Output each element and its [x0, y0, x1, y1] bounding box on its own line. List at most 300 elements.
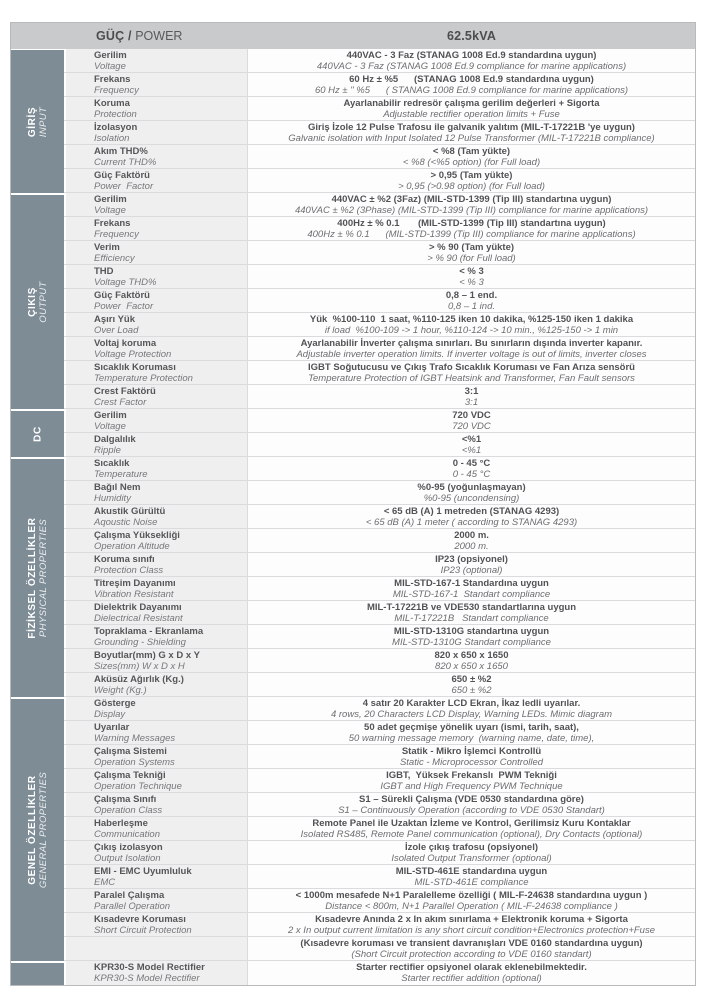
row-label-en: Voltage	[94, 421, 126, 432]
row-label	[64, 289, 248, 312]
row-value	[248, 529, 695, 552]
row-value-tr: Statik - Mikro İşlemci Kontrollü	[401, 746, 542, 757]
row-label	[64, 481, 248, 504]
row-label-tr: Boyutlar(mm) G x D x Y	[94, 650, 200, 661]
row-label-en: Sizes(mm) W x D x H	[94, 661, 185, 672]
row-label	[64, 529, 248, 552]
row-value-tr: İzole çıkış trafosu (opsiyonel)	[404, 842, 539, 853]
spec-row	[64, 529, 695, 553]
row-label-tr: Uyarılar	[94, 722, 130, 733]
row-value-en: MIL-T-17221B Standart compliance	[394, 613, 549, 624]
row-label	[64, 745, 248, 768]
row-value	[248, 913, 695, 936]
row-label	[64, 769, 248, 792]
row-value-tr: MIL-STD-1310G standartına uygun	[393, 626, 550, 637]
row-value	[248, 505, 695, 528]
spec-row	[64, 505, 695, 529]
row-label-en: Temperature Protection	[94, 373, 193, 384]
row-label-tr: Aşırı Yük	[94, 314, 136, 325]
section-input	[11, 49, 695, 193]
row-label-tr: Haberleşme	[94, 818, 148, 829]
row-label	[64, 817, 248, 840]
row-value-tr: Yük %100-110 1 saat, %110-125 iken 10 dakika, %125-150 iken 1 dakika	[309, 314, 634, 325]
spec-row	[64, 289, 695, 313]
row-label	[64, 265, 248, 288]
row-value-en: 400Hz ± % 0.1 (MIL-STD-1399 (Tip III) compliance for marine applications)	[307, 229, 636, 240]
spec-row	[64, 697, 695, 721]
spec-row	[64, 601, 695, 625]
row-label-en: KPR30-S Model Rectifier	[94, 973, 200, 984]
row-value-tr: 4 satır 20 Karakter LCD Ekran, İkaz ledli uyarılar.	[362, 698, 581, 709]
row-label-en: Parallel Operation	[94, 901, 171, 912]
spec-row	[64, 865, 695, 889]
row-value-en: Distance < 800m, N+1 Parallel Operation ( MIL-F-24638 compliance )	[325, 901, 618, 912]
row-label-en: Humidity	[94, 493, 131, 504]
row-value	[248, 841, 695, 864]
row-label	[64, 505, 248, 528]
row-label-tr: Güç Faktörü	[94, 290, 150, 301]
row-value	[248, 577, 695, 600]
section-label	[32, 426, 43, 442]
spec-row	[64, 721, 695, 745]
row-value-en: if load %100-109 -> 1 hour, %110-124 -> 10 min., %125-150 -> 1 min	[324, 325, 619, 336]
row-label	[64, 625, 248, 648]
row-value	[248, 265, 695, 288]
row-label-tr: Akım THD%	[94, 146, 148, 157]
row-value-en: 3:1	[464, 397, 479, 408]
row-value-tr: 50 adet geçmişe yönelik uyarı (ismi, tarih, saat),	[364, 722, 579, 733]
row-value-tr: 3:1	[464, 386, 479, 397]
row-label-en: Operation Altitude	[94, 541, 170, 552]
spec-row	[64, 913, 695, 937]
row-value-en: Isolated Output Transformer (optional)	[391, 853, 552, 864]
row-value-tr: Ayarlanabilir redresör çalışma gerilim değerleri + Sigorta	[343, 98, 600, 109]
row-label-en: Voltage THD%	[94, 277, 157, 288]
section-rows	[64, 961, 695, 985]
row-label	[64, 169, 248, 192]
row-value	[248, 769, 695, 792]
row-label	[64, 313, 248, 336]
row-label	[64, 337, 248, 360]
row-value-tr: Starter rectifier opsiyonel olarak eklenebilmektedir.	[356, 962, 587, 973]
row-label-tr: Gerilim	[94, 410, 127, 421]
row-value-en: 720 VDC	[452, 421, 491, 432]
row-label-en: Dielectrical Resistant	[94, 613, 183, 624]
row-label	[64, 601, 248, 624]
section-output	[11, 193, 695, 409]
row-value-en: <%1	[461, 445, 482, 456]
row-value	[248, 169, 695, 192]
row-label-en: Display	[94, 709, 126, 720]
row-value-en: IGBT and High Frequency PWM Technique	[380, 781, 563, 792]
row-value-tr: 650 ± %2	[451, 674, 492, 685]
section-sidebar	[11, 409, 64, 457]
row-label-en: Voltage	[94, 61, 126, 72]
row-value-en: IP23 (optional)	[440, 565, 503, 576]
section-physical	[11, 457, 695, 697]
spec-row	[64, 457, 695, 481]
row-label-tr: Koruma sınıfı	[94, 554, 155, 565]
row-label-tr: Aküsüz Ağırlık (Kg.)	[94, 674, 184, 685]
row-value-en: Temperature Protection of IGBT Heatsink and Transformer, Fan Fault sensors	[308, 373, 635, 384]
row-label-en: EMC	[94, 877, 116, 888]
row-label-en: Protection	[94, 109, 137, 120]
row-label-en: Ripple	[94, 445, 121, 456]
spec-row	[64, 73, 695, 97]
row-label-tr: Gösterge	[94, 698, 136, 709]
spec-row	[64, 673, 695, 697]
row-label	[64, 673, 248, 696]
row-label	[64, 73, 248, 96]
row-label	[64, 241, 248, 264]
row-label-tr: Gerilim	[94, 50, 127, 61]
row-value	[248, 193, 695, 216]
row-value-en: 2000 m.	[454, 541, 489, 552]
row-label	[64, 961, 248, 985]
row-value-en: Galvanic isolation with Input Isolated 12 Pulse Transformer (MIL-T-17221B compliance)	[288, 133, 655, 144]
row-value-en: > 0,95 (>0.98 option) (for Full load)	[398, 181, 545, 192]
row-label-tr: İzolasyon	[94, 122, 138, 133]
row-value	[248, 289, 695, 312]
row-value-tr: IP23 (opsiyonel)	[435, 554, 508, 565]
row-label-en: Aqoustic Noise	[94, 517, 158, 528]
row-value	[248, 673, 695, 696]
row-value-tr: IGBT Soğutucusu ve Çıkış Trafo Sıcaklık Koruması ve Fan Arıza sensörü	[308, 362, 635, 373]
row-value	[248, 601, 695, 624]
spec-row	[64, 313, 695, 337]
section-label-en: OUTPUT	[37, 281, 49, 323]
row-label	[64, 553, 248, 576]
row-label-en: Grounding - Shielding	[94, 637, 186, 648]
section-label-en: PHYSICAL PROPERTIES	[37, 518, 49, 638]
row-label-en: Warning Messages	[94, 733, 176, 744]
row-label-tr: Dielektrik Dayanımı	[94, 602, 182, 613]
spec-row	[64, 625, 695, 649]
row-value	[248, 217, 695, 240]
row-value	[248, 433, 695, 456]
spec-row	[64, 145, 695, 169]
row-label-tr: Frekans	[94, 218, 131, 229]
row-label-tr: KPR30-S Model Rectifier	[94, 962, 205, 973]
spec-row	[64, 193, 695, 217]
row-value-tr: MIL-T-17221B ve VDE530 standartlarına uygun	[366, 602, 577, 613]
spec-row	[64, 49, 695, 73]
row-value-en: > % 90 (for Full load)	[427, 253, 516, 264]
row-value-tr: 0 - 45 °C	[452, 458, 491, 469]
row-value-en: MIL-STD-1310G Standart compliance	[392, 637, 551, 648]
section-rectifier	[11, 961, 695, 985]
row-label-en: Isolation	[94, 133, 130, 144]
row-value	[248, 361, 695, 384]
spec-row	[64, 961, 695, 985]
row-label-tr: Çalışma Sınıfı	[94, 794, 157, 805]
spec-row	[64, 553, 695, 577]
row-value-en: 440VAC - 3 Faz (STANAG 1008 Ed.9 compliance for marine applications)	[316, 61, 627, 72]
spec-row	[64, 745, 695, 769]
row-label-tr: Gerilim	[94, 194, 127, 205]
row-value-en: MIL-STD-461E compliance	[414, 877, 529, 888]
spec-row	[64, 385, 695, 409]
section-sidebar	[11, 961, 64, 985]
section-label	[27, 106, 49, 137]
spec-row	[64, 169, 695, 193]
row-label-en: Weight (Kg.)	[94, 685, 147, 696]
spec-row	[64, 433, 695, 457]
row-value	[248, 721, 695, 744]
row-value	[248, 889, 695, 912]
row-value-en: 0 - 45 °C	[452, 469, 491, 480]
row-label	[64, 841, 248, 864]
row-label-en: Frequency	[94, 229, 139, 240]
row-value-tr: IGBT, Yüksek Frekanslı PWM Tekniği	[386, 770, 557, 781]
section-sidebar	[11, 49, 64, 193]
row-label-tr: Sıcaklık Koruması	[94, 362, 176, 373]
row-label	[64, 409, 248, 432]
row-label-en: Over Load	[94, 325, 139, 336]
spec-row	[64, 217, 695, 241]
spec-row	[64, 793, 695, 817]
row-label-tr: EMI - EMC Uyumluluk	[94, 866, 192, 877]
row-value-en: MIL-STD-167-1 Standart compliance	[392, 589, 551, 600]
row-label	[64, 697, 248, 720]
row-label	[64, 865, 248, 888]
row-label	[64, 217, 248, 240]
section-sidebar	[11, 193, 64, 409]
row-value-en: Adjustable inverter operation limits. If inverter voltage is out of limits, inverter closes	[296, 349, 647, 360]
row-value-tr: < 1000m mesafede N+1 Paralelleme özelliği ( MIL-F-24638 standardına uygun )	[295, 890, 648, 901]
row-label-en: Temperature	[94, 469, 148, 480]
row-label-tr: Akustik Gürültü	[94, 506, 166, 517]
row-label	[64, 457, 248, 480]
row-label-en: Output Isolation	[94, 853, 161, 864]
row-value-tr: 0,8 – 1 end.	[445, 290, 498, 301]
row-value-en: < 65 dB (A) 1 meter ( according to STANAG 4293)	[365, 517, 578, 528]
row-label-en: Protection Class	[94, 565, 164, 576]
row-value-en: 820 x 650 x 1650	[435, 661, 508, 672]
row-value-tr: Giriş İzole 12 Pulse Trafosu ile galvanik yalıtım (MIL-T-17221B 'ye uygun)	[308, 122, 635, 133]
section-label	[27, 281, 49, 322]
row-value	[248, 697, 695, 720]
row-label	[64, 193, 248, 216]
row-value	[248, 649, 695, 672]
section-label	[27, 772, 49, 888]
row-label	[64, 145, 248, 168]
spec-table	[10, 22, 696, 986]
row-value-en: (Short Circuit protection according to VDE 0160 standart)	[351, 949, 592, 960]
spec-row	[64, 817, 695, 841]
spec-row	[64, 337, 695, 361]
row-label-tr: Koruma	[94, 98, 130, 109]
row-label-tr: Çalışma Sistemi	[94, 746, 167, 757]
row-label	[64, 889, 248, 912]
row-label-en: Power Factor	[94, 181, 154, 192]
row-label-tr: THD	[94, 266, 114, 277]
row-value	[248, 97, 695, 120]
row-label-en: Vibration Resistant	[94, 589, 174, 600]
row-label	[64, 937, 248, 960]
section-rows	[64, 697, 695, 961]
section-rows	[64, 409, 695, 457]
row-label-en: Operation Systems	[94, 757, 175, 768]
row-label-en: Short Circuit Protection	[94, 925, 192, 936]
row-value-en: Isolated RS485, Remote Panel communication (optional), Dry Contacts (optional)	[300, 829, 643, 840]
row-label-en: Current THD%	[94, 157, 157, 168]
spec-row	[64, 841, 695, 865]
row-value-tr: 60 Hz ± %5 (STANAG 1008 Ed.9 standardına uygun)	[349, 74, 594, 85]
row-label-tr: Güç Faktörü	[94, 170, 150, 181]
row-value	[248, 121, 695, 144]
section-general	[11, 697, 695, 961]
row-value-tr: %0-95 (yoğunlaşmayan)	[417, 482, 526, 493]
row-value	[248, 745, 695, 768]
row-label-tr: Verim	[94, 242, 120, 253]
row-label-tr: Crest Faktörü	[94, 386, 156, 397]
row-label-tr: Titreşim Dayanımı	[94, 578, 176, 589]
row-value-tr: < % 3	[459, 266, 484, 277]
row-value-en: < %8 (<%5 option) (for Full load)	[402, 157, 541, 168]
row-value-en: 2 x In output current limitation is any short circuit condition+Electronics protection+Fuse	[288, 925, 655, 936]
row-value-tr: (Kısadevre koruması ve transient davranışları VDE 0160 standardına uygun)	[300, 938, 643, 949]
row-value-tr: > 0,95 (Tam yükte)	[430, 170, 513, 181]
section-label-tr: DC	[32, 426, 43, 442]
section-dc	[11, 409, 695, 457]
section-sidebar	[11, 457, 64, 697]
row-label-en: Power Factor	[94, 301, 154, 312]
section-label-tr: FİZİKSEL ÖZELLİKLER	[26, 517, 38, 639]
row-label-en: Operation Class	[94, 805, 163, 816]
row-value	[248, 337, 695, 360]
row-label-tr: Kısadevre Koruması	[94, 914, 186, 925]
row-value-en: 0,8 – 1 ind.	[447, 301, 495, 312]
row-value	[248, 241, 695, 264]
row-value	[248, 145, 695, 168]
row-label-tr: Çalışma Tekniği	[94, 770, 166, 781]
row-value	[248, 865, 695, 888]
row-value-tr: Kısadevre Anında 2 x In akım sınırlama + Elektronik koruma + Sigorta	[315, 914, 628, 925]
row-value	[248, 457, 695, 480]
row-value	[248, 385, 695, 408]
row-label-en: Operation Technique	[94, 781, 182, 792]
table-body	[11, 49, 695, 985]
spec-row	[64, 409, 695, 433]
row-label-tr: Çalışma Yüksekliği	[94, 530, 180, 541]
table-title-tr: GÜÇ /	[96, 29, 132, 43]
row-label	[64, 121, 248, 144]
table-header	[11, 23, 695, 49]
row-label-en: Frequency	[94, 85, 139, 96]
row-label-tr: Dalgalılık	[94, 434, 136, 445]
row-value-tr: 400Hz ± % 0.1 (MIL-STD-1399 (Tip III) standartına uygun)	[337, 218, 606, 229]
section-label-tr: GİRİŞ	[26, 106, 38, 137]
section-label-tr: ÇIKIŞ	[26, 287, 38, 317]
row-value-tr: 440VAC ± %2 (3Faz) (MIL-STD-1399 (Tip III) standartına uygun)	[331, 194, 612, 205]
row-label	[64, 49, 248, 72]
spec-row	[64, 577, 695, 601]
row-value-en: Starter rectifier addition (optional)	[401, 973, 542, 984]
row-value-en: 50 warning message memory (warning name, date, time),	[348, 733, 595, 744]
power-rating: 62.5kVA	[446, 29, 497, 43]
row-label	[64, 97, 248, 120]
section-label-en: GENERAL PROPERTIES	[37, 771, 49, 889]
row-value-en: 4 rows, 20 Characters LCD Display, Warning LEDs. Mimic diagram	[330, 709, 613, 720]
row-value-tr: S1 – Sürekli Çalışma (VDE 0530 standardına göre)	[359, 794, 584, 805]
row-label	[64, 721, 248, 744]
row-label	[64, 577, 248, 600]
spec-row	[64, 889, 695, 913]
row-value-en: S1 – Continuously Operation (according to VDE 0530 Standart)	[338, 805, 605, 816]
row-label	[64, 913, 248, 936]
row-value	[248, 409, 695, 432]
row-value-en: Static - Microprocessor Controlled	[399, 757, 544, 768]
row-value-tr: Ayarlanabilir İnverter çalışma sınırları. Bu sınırların dışında inverter kapanır.	[300, 338, 643, 349]
row-label	[64, 361, 248, 384]
section-rows	[64, 457, 695, 697]
row-label	[64, 649, 248, 672]
row-value	[248, 73, 695, 96]
row-value	[248, 817, 695, 840]
spec-row	[64, 361, 695, 385]
spec-row	[64, 241, 695, 265]
row-value-tr: 720 VDC	[452, 410, 491, 421]
section-label-en: INPUT	[37, 106, 49, 137]
row-label-en: Voltage Protection	[94, 349, 172, 360]
row-label-tr: Çıkış izolasyon	[94, 842, 163, 853]
row-value-tr: Remote Panel ile Uzaktan İzleme ve Kontrol, Gerilimsiz Kuru Kontaklar	[312, 818, 631, 829]
row-label	[64, 385, 248, 408]
row-label-tr: Paralel Çalışma	[94, 890, 165, 901]
row-label-tr: Topraklama - Ekranlama	[94, 626, 204, 637]
row-value	[248, 553, 695, 576]
row-value	[248, 49, 695, 72]
row-label	[64, 793, 248, 816]
row-value-en: Adjustable rectifier operation limits + Fuse	[383, 109, 560, 120]
row-label-tr: Sıcaklık	[94, 458, 130, 469]
row-value-tr: MIL-STD-167-1 Standardına uygun	[394, 578, 549, 589]
row-value	[248, 625, 695, 648]
row-label-en: Efficiency	[94, 253, 135, 264]
row-value-en: < % 3	[459, 277, 484, 288]
row-value-en: 440VAC ± %2 (3Phase) (MIL-STD-1399 (Tip III) compliance for marine applications)	[294, 205, 649, 216]
row-value	[248, 313, 695, 336]
spec-row	[64, 97, 695, 121]
row-value	[248, 937, 695, 960]
table-title-en: POWER	[131, 29, 183, 43]
row-value-tr: 820 x 650 x 1650	[434, 650, 509, 661]
spec-row	[64, 121, 695, 145]
row-value	[248, 793, 695, 816]
section-label	[27, 517, 49, 638]
spec-row	[64, 265, 695, 289]
row-value-tr: 440VAC - 3 Faz (STANAG 1008 Ed.9 standardına uygun)	[346, 50, 597, 61]
spec-row	[64, 481, 695, 505]
section-sidebar	[11, 697, 64, 961]
row-value-tr: 2000 m.	[454, 530, 489, 541]
row-value-tr: < 65 dB (A) 1 metreden (STANAG 4293)	[383, 506, 560, 517]
row-value	[248, 481, 695, 504]
section-rows	[64, 49, 695, 193]
table-title	[11, 29, 248, 43]
row-value-en: 60 Hz ± " %5 ( STANAG 1008 Ed.9 compliance for marine applications)	[314, 85, 629, 96]
row-label-tr: Frekans	[94, 74, 131, 85]
row-value-tr: <%1	[461, 434, 482, 445]
row-value-tr: > % 90 (Tam yükte)	[428, 242, 515, 253]
row-value-tr: < %8 (Tam yükte)	[432, 146, 511, 157]
row-label-tr: Voltaj koruma	[94, 338, 157, 349]
row-value-en: %0-95 (uncondensing)	[423, 493, 520, 504]
row-value-en: 650 ± %2	[451, 685, 492, 696]
row-label-en: Communication	[94, 829, 160, 840]
spec-row	[64, 649, 695, 673]
